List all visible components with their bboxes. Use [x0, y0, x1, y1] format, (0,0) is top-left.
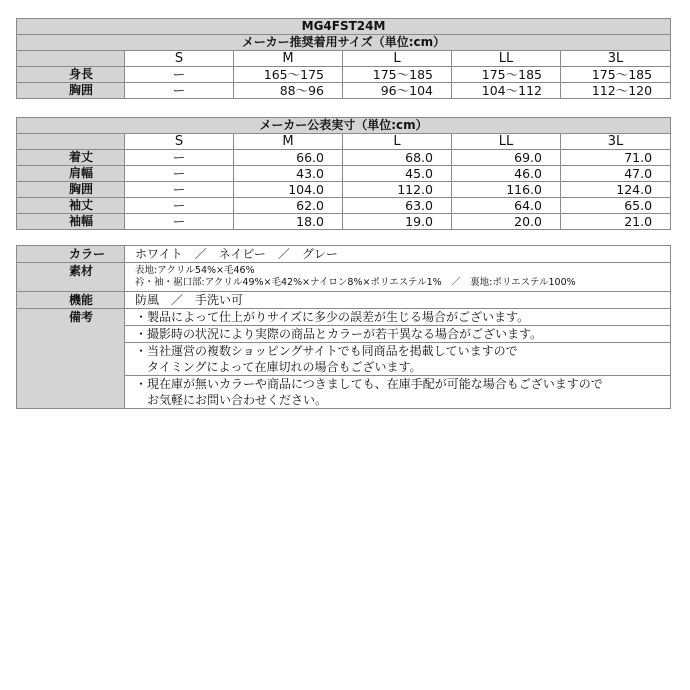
row-label: 身長	[17, 67, 125, 83]
size-header-3l: 3L	[561, 51, 671, 67]
model-code: MG4FST24M	[17, 19, 671, 35]
row-label: 胸囲	[17, 182, 125, 198]
function-value: 防風 ／ 手洗い可	[125, 292, 671, 309]
table-cell: 43.0	[234, 166, 343, 182]
table-cell: 175〜185	[343, 67, 452, 83]
corner-cell	[17, 51, 125, 67]
table-cell: 20.0	[452, 214, 561, 230]
size-header-row	[17, 134, 671, 150]
size-header-m: M	[234, 51, 343, 67]
table-cell: 18.0	[234, 214, 343, 230]
color-row	[17, 246, 671, 263]
table-row	[17, 182, 671, 198]
table-cell: 47.0	[561, 166, 671, 182]
table-cell: 88〜96	[234, 83, 343, 99]
row-label: 袖幅	[17, 214, 125, 230]
table-cell: 116.0	[452, 182, 561, 198]
table-cell: ー	[125, 182, 234, 198]
function-row	[17, 292, 671, 309]
table-cell: 175〜185	[452, 67, 561, 83]
table-row	[17, 214, 671, 230]
table-cell: 65.0	[561, 198, 671, 214]
note-line: ・当社運営の複数ショッピングサイトでも同商品を掲載していますので	[135, 344, 518, 358]
notes-row	[17, 309, 671, 326]
table-cell: 66.0	[234, 150, 343, 166]
table-cell: 112〜120	[561, 83, 671, 99]
material-line-outer: 表地:アクリル54%×毛46%	[135, 265, 255, 276]
size-header-s: S	[125, 134, 234, 150]
table-row	[17, 150, 671, 166]
table-cell: ー	[125, 166, 234, 182]
size-header-m: M	[234, 134, 343, 150]
row-label: 袖丈	[17, 198, 125, 214]
recommended-size-title: メーカー推奨着用サイズ（単位:cm）	[17, 35, 671, 51]
size-header-3l: 3L	[561, 134, 671, 150]
table-cell: ー	[125, 198, 234, 214]
table-cell: 175〜185	[561, 67, 671, 83]
size-header-ll: LL	[452, 134, 561, 150]
table-cell: 112.0	[343, 182, 452, 198]
note-item: ・製品によって仕上がりサイズに多少の誤差が生じる場合がございます。	[125, 309, 671, 326]
notes-label: 備考	[17, 309, 125, 409]
product-details-table	[16, 245, 671, 409]
row-label: 着丈	[17, 150, 125, 166]
function-label: 機能	[17, 292, 125, 309]
corner-cell	[17, 134, 125, 150]
table-cell: 104.0	[234, 182, 343, 198]
table-cell: 104〜112	[452, 83, 561, 99]
color-label: カラー	[17, 246, 125, 263]
table-row	[17, 166, 671, 182]
note-line: お気軽にお問い合わせください。	[135, 393, 328, 407]
table-row	[17, 83, 671, 99]
table-cell: 165〜175	[234, 67, 343, 83]
table-cell: 19.0	[343, 214, 452, 230]
note-item: ・撮影時の状況により実際の商品とカラーが若干異なる場合がございます。	[125, 326, 671, 343]
actual-measurement-table	[16, 117, 671, 230]
note-line: タイミングによって在庫切れの場合もございます。	[135, 360, 422, 374]
table-cell: 69.0	[452, 150, 561, 166]
row-label: 肩幅	[17, 166, 125, 182]
table-cell: 71.0	[561, 150, 671, 166]
size-header-l: L	[343, 51, 452, 67]
size-header-l: L	[343, 134, 452, 150]
table-cell: 63.0	[343, 198, 452, 214]
table-cell: 21.0	[561, 214, 671, 230]
size-header-s: S	[125, 51, 234, 67]
note-item	[125, 343, 671, 376]
table-cell: 124.0	[561, 182, 671, 198]
size-header-row	[17, 51, 671, 67]
material-label: 素材	[17, 263, 125, 292]
table-cell: 68.0	[343, 150, 452, 166]
recommended-size-table	[16, 18, 671, 99]
table-cell: 62.0	[234, 198, 343, 214]
note-item	[125, 376, 671, 409]
actual-measurement-title: メーカー公表実寸（単位:cm）	[17, 118, 671, 134]
table-cell: 96〜104	[343, 83, 452, 99]
table-cell: 45.0	[343, 166, 452, 182]
table-cell: ー	[125, 150, 234, 166]
material-row	[17, 263, 671, 292]
size-header-ll: LL	[452, 51, 561, 67]
note-line: ・現在庫が無いカラーや商品につきましても、在庫手配が可能な場合もございますので	[135, 377, 603, 391]
table-cell: ー	[125, 214, 234, 230]
material-line-trim: 衿・袖・裾口部:アクリル49%×毛42%×ナイロン8%×ポリエステル1% ／ 裏地:ポリエステル100%	[135, 277, 576, 288]
table-cell: ー	[125, 67, 234, 83]
material-value	[125, 263, 671, 292]
color-value: ホワイト ／ ネイビー ／ グレー	[125, 246, 671, 263]
table-cell: 64.0	[452, 198, 561, 214]
table-cell: 46.0	[452, 166, 561, 182]
table-row	[17, 67, 671, 83]
table-cell: ー	[125, 83, 234, 99]
table-row	[17, 198, 671, 214]
row-label: 胸囲	[17, 83, 125, 99]
